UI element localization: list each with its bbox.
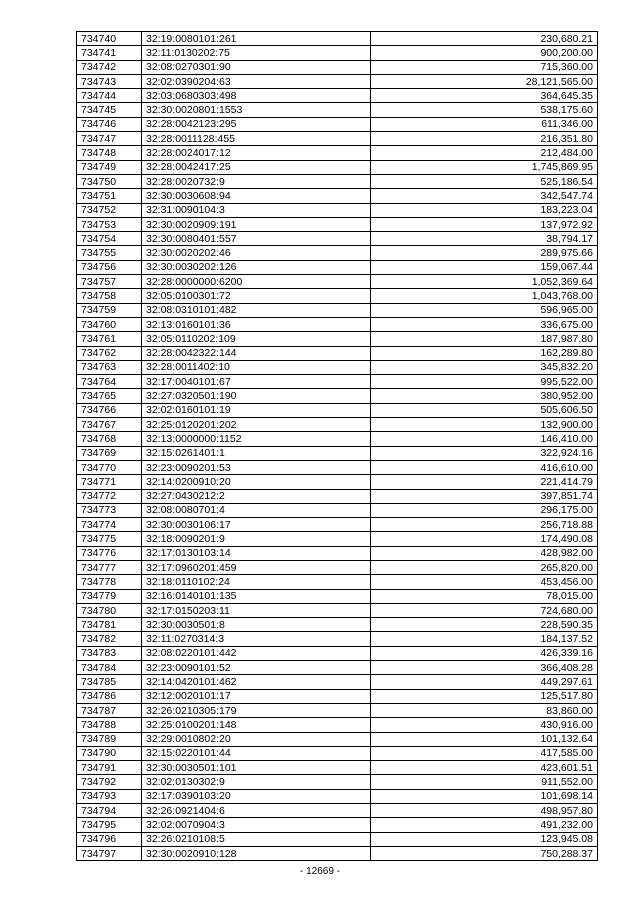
cadastral-number-cell: 32:30:0030501:101 [142, 761, 371, 775]
table-row [77, 575, 598, 589]
amount-cell: 101,132.64 [371, 732, 598, 746]
cadastral-number-cell: 32:02:0160101:19 [142, 403, 371, 417]
amount-cell: 125,517.80 [371, 689, 598, 703]
row-id-cell: 734753 [77, 217, 142, 231]
amount-cell: 184,137.52 [371, 632, 598, 646]
table-row [77, 132, 598, 146]
table-row [77, 317, 598, 331]
row-id-cell: 734789 [77, 732, 142, 746]
table-row [77, 232, 598, 246]
cadastral-number-cell: 32:28:0000000:6200 [142, 275, 371, 289]
row-id-cell: 734794 [77, 804, 142, 818]
table-row [77, 418, 598, 432]
table-row [77, 846, 598, 860]
cadastral-number-cell: 32:14:0200910:20 [142, 475, 371, 489]
table-row [77, 74, 598, 88]
table-row [77, 489, 598, 503]
row-id-cell: 734775 [77, 532, 142, 546]
row-id-cell: 734763 [77, 360, 142, 374]
amount-cell: 498,957.80 [371, 804, 598, 818]
cadastral-number-cell: 32:27:0430212:2 [142, 489, 371, 503]
cadastral-number-cell: 32:30:0030608:94 [142, 189, 371, 203]
cadastral-number-cell: 32:15:0220101:44 [142, 746, 371, 760]
cadastral-number-cell: 32:28:0020732:9 [142, 174, 371, 188]
amount-cell: 364,645.35 [371, 89, 598, 103]
amount-cell: 221,414.79 [371, 475, 598, 489]
row-id-cell: 734790 [77, 746, 142, 760]
cadastral-number-cell: 32:18:0110102:24 [142, 575, 371, 589]
table-row [77, 818, 598, 832]
amount-cell: 256,718.88 [371, 518, 598, 532]
row-id-cell: 734782 [77, 632, 142, 646]
cadastral-number-cell: 32:17:0130103:14 [142, 546, 371, 560]
row-id-cell: 734773 [77, 503, 142, 517]
row-id-cell: 734769 [77, 446, 142, 460]
cadastral-number-cell: 32:28:0011402:10 [142, 360, 371, 374]
table-row [77, 346, 598, 360]
row-id-cell: 734756 [77, 260, 142, 274]
amount-cell: 342,547.74 [371, 189, 598, 203]
table-row [77, 518, 598, 532]
row-id-cell: 734740 [77, 32, 142, 46]
row-id-cell: 734778 [77, 575, 142, 589]
table-row [77, 746, 598, 760]
cadastral-number-cell: 32:30:0020801:1553 [142, 103, 371, 117]
table-row [77, 332, 598, 346]
amount-cell: 1,745,869.95 [371, 160, 598, 174]
cadastral-number-cell: 32:26:0921404:6 [142, 804, 371, 818]
amount-cell: 596,965.00 [371, 303, 598, 317]
row-id-cell: 734793 [77, 789, 142, 803]
table-row [77, 675, 598, 689]
table-row [77, 174, 598, 188]
table-row [77, 589, 598, 603]
row-id-cell: 734767 [77, 418, 142, 432]
amount-cell: 159,067.44 [371, 260, 598, 274]
cadastral-number-cell: 32:08:0270301:90 [142, 60, 371, 74]
cadastral-number-cell: 32:28:0011128:455 [142, 132, 371, 146]
table-body [77, 32, 598, 861]
amount-cell: 230,680.21 [371, 32, 598, 46]
amount-cell: 525,186.54 [371, 174, 598, 188]
table-row [77, 603, 598, 617]
table-row [77, 446, 598, 460]
table-row [77, 761, 598, 775]
amount-cell: 426,339.16 [371, 646, 598, 660]
cadastral-number-cell: 32:26:0210305:179 [142, 703, 371, 717]
cadastral-number-cell: 32:27:0320501:190 [142, 389, 371, 403]
cadastral-number-cell: 32:17:0390103:20 [142, 789, 371, 803]
table-row [77, 503, 598, 517]
amount-cell: 123,945.08 [371, 832, 598, 846]
row-id-cell: 734770 [77, 460, 142, 474]
amount-cell: 715,360.00 [371, 60, 598, 74]
amount-cell: 428,982.00 [371, 546, 598, 560]
amount-cell: 380,952.00 [371, 389, 598, 403]
amount-cell: 750,288.37 [371, 846, 598, 860]
table-row [77, 160, 598, 174]
table-row [77, 775, 598, 789]
amount-cell: 538,175.60 [371, 103, 598, 117]
table-row [77, 146, 598, 160]
amount-cell: 228,590.35 [371, 618, 598, 632]
table-row [77, 646, 598, 660]
cadastral-number-cell: 32:28:0042123:295 [142, 117, 371, 131]
amount-cell: 78,015.00 [371, 589, 598, 603]
cadastral-number-cell: 32:13:0000000:1152 [142, 432, 371, 446]
cadastral-number-cell: 32:02:0130302:9 [142, 775, 371, 789]
row-id-cell: 734781 [77, 618, 142, 632]
table-row [77, 718, 598, 732]
table-row [77, 260, 598, 274]
amount-cell: 146,410.00 [371, 432, 598, 446]
table-row [77, 89, 598, 103]
table-row [77, 46, 598, 60]
row-id-cell: 734760 [77, 317, 142, 331]
table-row [77, 289, 598, 303]
cadastral-number-cell: 32:23:0090101:52 [142, 661, 371, 675]
table-row [77, 103, 598, 117]
row-id-cell: 734759 [77, 303, 142, 317]
cadastral-number-cell: 32:05:0100301:72 [142, 289, 371, 303]
amount-cell: 449,297.61 [371, 675, 598, 689]
amount-cell: 491,232.00 [371, 818, 598, 832]
row-id-cell: 734757 [77, 275, 142, 289]
table-row [77, 360, 598, 374]
cadastral-number-cell: 32:30:0030202:126 [142, 260, 371, 274]
row-id-cell: 734755 [77, 246, 142, 260]
cadastral-number-cell: 32:30:0030106:17 [142, 518, 371, 532]
cadastral-number-cell: 32:08:0220101:442 [142, 646, 371, 660]
amount-cell: 132,900.00 [371, 418, 598, 432]
table-row [77, 217, 598, 231]
amount-cell: 995,522.00 [371, 375, 598, 389]
row-id-cell: 734754 [77, 232, 142, 246]
row-id-cell: 734752 [77, 203, 142, 217]
row-id-cell: 734795 [77, 818, 142, 832]
amount-cell: 187,987.80 [371, 332, 598, 346]
amount-cell: 137,972.92 [371, 217, 598, 231]
table-row [77, 546, 598, 560]
amount-cell: 322,924.16 [371, 446, 598, 460]
row-id-cell: 734772 [77, 489, 142, 503]
table-row [77, 475, 598, 489]
cadastral-number-cell: 32:23:0090201:53 [142, 460, 371, 474]
cadastral-number-cell: 32:08:0080701:4 [142, 503, 371, 517]
amount-cell: 212,484.00 [371, 146, 598, 160]
table-row [77, 32, 598, 46]
row-id-cell: 734744 [77, 89, 142, 103]
amount-cell: 162,289.80 [371, 346, 598, 360]
cadastral-number-cell: 32:25:0120201:202 [142, 418, 371, 432]
table-row [77, 560, 598, 574]
row-id-cell: 734774 [77, 518, 142, 532]
row-id-cell: 734758 [77, 289, 142, 303]
table-row [77, 303, 598, 317]
row-id-cell: 734771 [77, 475, 142, 489]
cadastral-number-cell: 32:13:0160101:36 [142, 317, 371, 331]
table-row [77, 60, 598, 74]
cadastral-number-cell: 32:11:0270314:3 [142, 632, 371, 646]
row-id-cell: 734788 [77, 718, 142, 732]
amount-cell: 900,200.00 [371, 46, 598, 60]
table-row [77, 432, 598, 446]
table-row [77, 689, 598, 703]
row-id-cell: 734787 [77, 703, 142, 717]
row-id-cell: 734776 [77, 546, 142, 560]
table-row [77, 275, 598, 289]
amount-cell: 174,490.08 [371, 532, 598, 546]
cadastral-number-cell: 32:30:0030501:8 [142, 618, 371, 632]
cadastral-number-cell: 32:05:0110202:109 [142, 332, 371, 346]
table-row [77, 618, 598, 632]
amount-cell: 416,610.00 [371, 460, 598, 474]
amount-cell: 289,975.66 [371, 246, 598, 260]
row-id-cell: 734797 [77, 846, 142, 860]
cadastral-number-cell: 32:12:0020101:17 [142, 689, 371, 703]
amount-cell: 430,916.00 [371, 718, 598, 732]
cadastral-number-cell: 32:17:0960201:459 [142, 560, 371, 574]
amount-cell: 611,346.00 [371, 117, 598, 131]
amount-cell: 1,052,369.64 [371, 275, 598, 289]
amount-cell: 417,585.00 [371, 746, 598, 760]
cadastral-number-cell: 32:14:0420101:462 [142, 675, 371, 689]
cadastral-number-cell: 32:30:0020910:128 [142, 846, 371, 860]
row-id-cell: 734777 [77, 560, 142, 574]
table-row [77, 460, 598, 474]
cadastral-number-cell: 32:30:0020202:46 [142, 246, 371, 260]
cadastral-number-cell: 32:19:0080101:261 [142, 32, 371, 46]
amount-cell: 911,552.00 [371, 775, 598, 789]
row-id-cell: 734742 [77, 60, 142, 74]
cadastral-number-cell: 32:28:0042417:25 [142, 160, 371, 174]
table-row [77, 246, 598, 260]
row-id-cell: 734768 [77, 432, 142, 446]
table-row [77, 532, 598, 546]
table-row [77, 732, 598, 746]
row-id-cell: 734751 [77, 189, 142, 203]
cadastral-number-cell: 32:18:0090201:9 [142, 532, 371, 546]
amount-cell: 366,408.28 [371, 661, 598, 675]
amount-cell: 423,601.51 [371, 761, 598, 775]
cadastral-number-cell: 32:28:0024017:12 [142, 146, 371, 160]
row-id-cell: 734749 [77, 160, 142, 174]
amount-cell: 453,456.00 [371, 575, 598, 589]
row-id-cell: 734792 [77, 775, 142, 789]
amount-cell: 505,606.50 [371, 403, 598, 417]
table-row [77, 375, 598, 389]
amount-cell: 38,794.17 [371, 232, 598, 246]
cadastral-number-cell: 32:08:0310101:482 [142, 303, 371, 317]
row-id-cell: 734786 [77, 689, 142, 703]
amount-cell: 724,680.00 [371, 603, 598, 617]
amount-cell: 296,175.00 [371, 503, 598, 517]
row-id-cell: 734748 [77, 146, 142, 160]
page-number: - 12669 - [299, 866, 341, 877]
amount-cell: 216,351.80 [371, 132, 598, 146]
cadastral-number-cell: 32:15:0261401:1 [142, 446, 371, 460]
table-row [77, 661, 598, 675]
table-row [77, 832, 598, 846]
row-id-cell: 734796 [77, 832, 142, 846]
cadastral-number-cell: 32:30:0080401:557 [142, 232, 371, 246]
cadastral-number-cell: 32:17:0040101:67 [142, 375, 371, 389]
table-row [77, 117, 598, 131]
table-row [77, 189, 598, 203]
amount-cell: 28,121,565.00 [371, 74, 598, 88]
cadastral-number-cell: 32:17:0150203:11 [142, 603, 371, 617]
row-id-cell: 734750 [77, 174, 142, 188]
data-table [76, 31, 598, 861]
row-id-cell: 734766 [77, 403, 142, 417]
table-row [77, 804, 598, 818]
table-row [77, 789, 598, 803]
table-row [77, 703, 598, 717]
amount-cell: 265,820.00 [371, 560, 598, 574]
cadastral-number-cell: 32:26:0210108:5 [142, 832, 371, 846]
cadastral-number-cell: 32:02:0390204:63 [142, 74, 371, 88]
row-id-cell: 734743 [77, 74, 142, 88]
row-id-cell: 734764 [77, 375, 142, 389]
row-id-cell: 734746 [77, 117, 142, 131]
row-id-cell: 734765 [77, 389, 142, 403]
row-id-cell: 734780 [77, 603, 142, 617]
table-row [77, 632, 598, 646]
cadastral-number-cell: 32:03:0680303:498 [142, 89, 371, 103]
row-id-cell: 734791 [77, 761, 142, 775]
amount-cell: 345,832.20 [371, 360, 598, 374]
table-row [77, 403, 598, 417]
table-row [77, 389, 598, 403]
row-id-cell: 734741 [77, 46, 142, 60]
amount-cell: 101,698.14 [371, 789, 598, 803]
row-id-cell: 734779 [77, 589, 142, 603]
amount-cell: 336,675.00 [371, 317, 598, 331]
amount-cell: 183,223.04 [371, 203, 598, 217]
cadastral-number-cell: 32:11:0130202:75 [142, 46, 371, 60]
row-id-cell: 734762 [77, 346, 142, 360]
row-id-cell: 734783 [77, 646, 142, 660]
cadastral-number-cell: 32:16:0140101:135 [142, 589, 371, 603]
cadastral-number-cell: 32:02:0070904:3 [142, 818, 371, 832]
table-row [77, 203, 598, 217]
row-id-cell: 734747 [77, 132, 142, 146]
amount-cell: 83,860.00 [371, 703, 598, 717]
amount-cell: 1,043,768.00 [371, 289, 598, 303]
cadastral-number-cell: 32:31:0090104:3 [142, 203, 371, 217]
cadastral-number-cell: 32:28:0042322:144 [142, 346, 371, 360]
cadastral-number-cell: 32:29:0010802:20 [142, 732, 371, 746]
row-id-cell: 734745 [77, 103, 142, 117]
amount-cell: 397,851.74 [371, 489, 598, 503]
cadastral-number-cell: 32:30:0020909:191 [142, 217, 371, 231]
row-id-cell: 734785 [77, 675, 142, 689]
row-id-cell: 734784 [77, 661, 142, 675]
row-id-cell: 734761 [77, 332, 142, 346]
cadastral-number-cell: 32:25:0100201:148 [142, 718, 371, 732]
